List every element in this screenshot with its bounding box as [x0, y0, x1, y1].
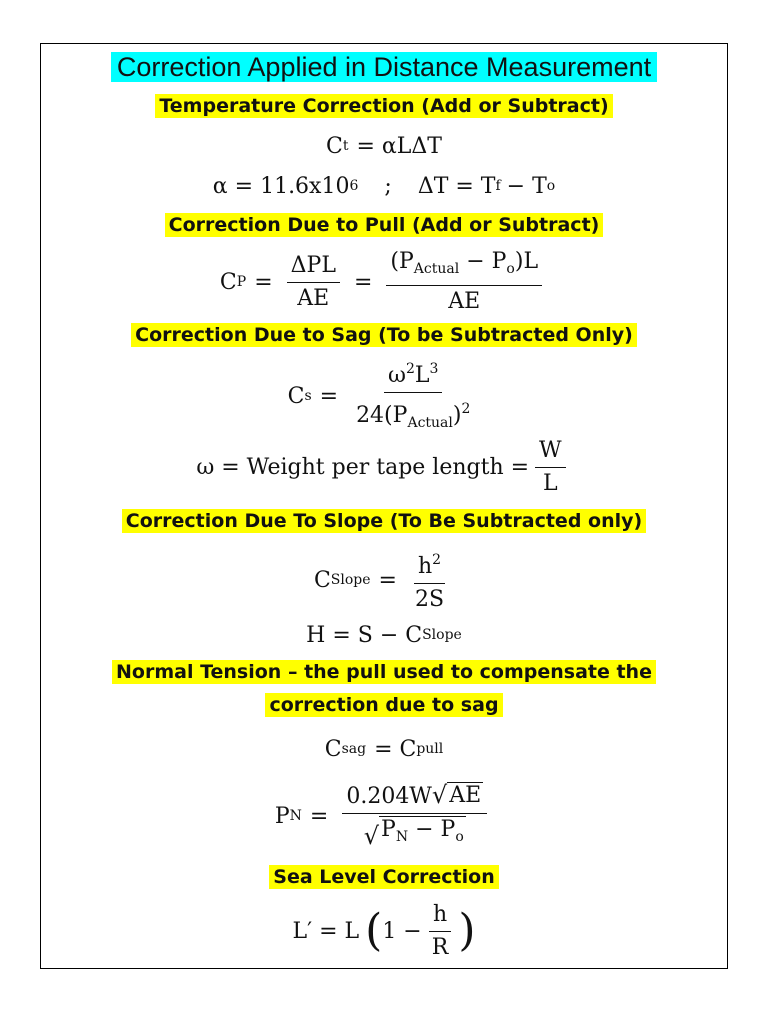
formula-sag: C s = $\frac{\omega^2L^3}{24(P_{Actual})^2}$ — [0, 360, 768, 432]
heading-pull: Correction Due to Pull (Add or Subtract) — [0, 210, 768, 240]
heading-sea-level: Sea Level Correction — [0, 862, 768, 892]
page-title: Correction Applied in Distance Measurement — [0, 50, 768, 84]
formula-sag-equals-pull: C sag = C pull — [324, 736, 444, 762]
formula-normal-tension: P N = 0.204W √ AE √ $P_N - P_o$ — [0, 776, 768, 856]
heading-sag: Correction Due to Sag (To be Subtracted Only) — [0, 320, 768, 350]
formula-alpha-delta-t: α = 11.6x10 6 ; ΔT = T f − T o — [212, 173, 556, 199]
heading-normal-tension: Normal Tension – the pull used to compensate the correction due to sag — [0, 656, 768, 722]
heading-slope: Correction Due To Slope (To Be Subtracted only) — [0, 506, 768, 536]
heading-temperature: Temperature Correction (Add or Subtract) — [0, 91, 768, 121]
formula-omega: ω = Weight per tape length = $\frac{W}{L}$ — [0, 432, 768, 502]
formula-horizontal: H = S − C Slope — [306, 622, 462, 648]
formula-sea-level: L′ = L ( 1 − $\frac{h}{R}$ ) — [292, 901, 476, 960]
formula-pull: C P = $\frac{\text{ΔPL}}{AE}$ = $\frac{(P_{Actual} - P_o)L}{AE}$ — [0, 248, 768, 316]
formula-slope: C Slope = $\frac{h^2}{2S}$ — [0, 545, 768, 615]
formula-temperature: C t = αLΔT — [326, 133, 442, 159]
